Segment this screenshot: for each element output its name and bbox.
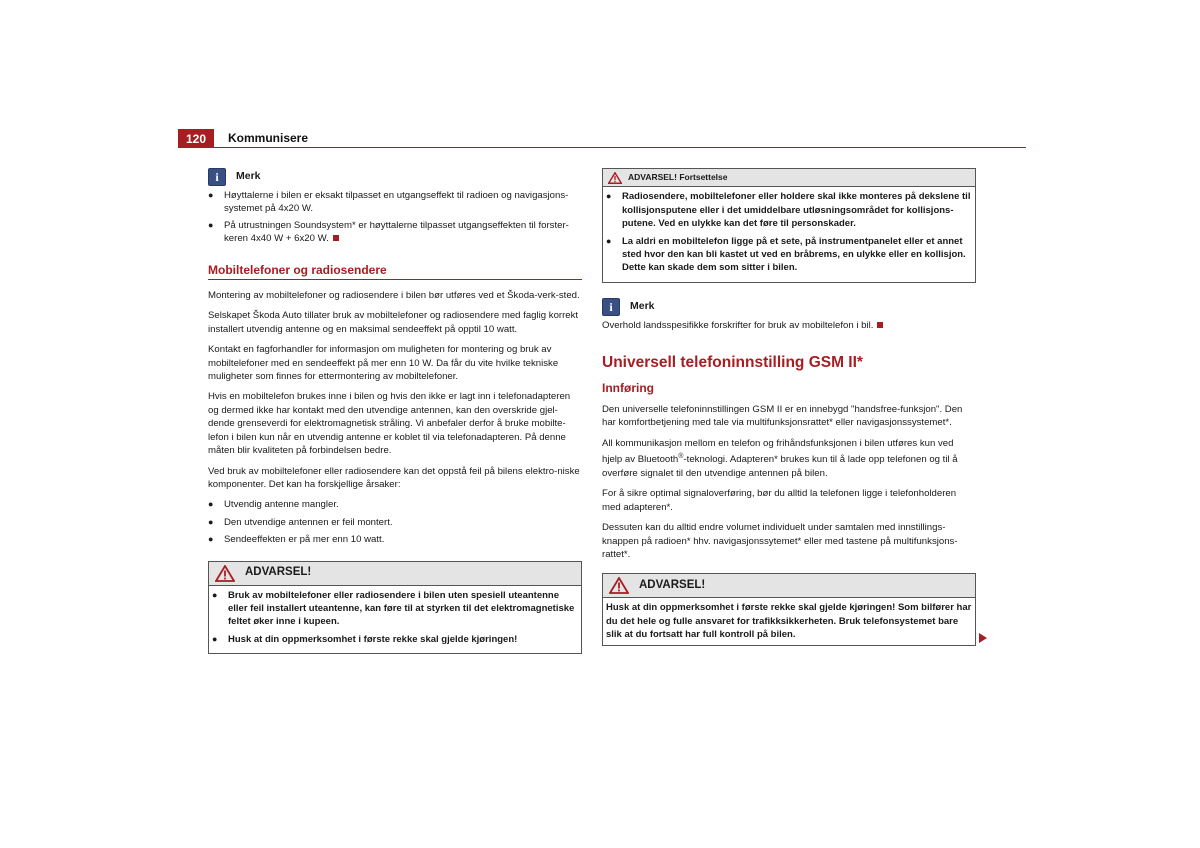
warning-continued-box bbox=[602, 168, 976, 283]
warning-box bbox=[602, 573, 976, 645]
paragraph: Montering av mobiltelefoner og radiosendere i bilen bør utføres ved et Škoda-verk-sted. bbox=[208, 290, 580, 302]
paragraph: Selskapet Škoda Auto tillater bruk av mobiltelefoner og radiosendere med faglig korrekt installert utvendig antenne og en maksimal sendeeffekt på opptil 10 watt. bbox=[208, 310, 579, 335]
paragraph: All kommunikasjon mellom en telefon og frihåndsfunksjonen i bilen utføres kun ved hjelp av Bluetooth®-teknologi. Adapteren* brukes kun til å lade opp telefonen og til å overføre signalet til den utvendige antennen på bilen. bbox=[602, 437, 958, 479]
paragraph: Dessuten kan du alltid endre volumet individuelt under samtalen med innstillings-knappen på radioen* hhv. navigasjonssytemet* eller med tastene på multifunksjons-rattet*. bbox=[602, 522, 958, 560]
note-bullet: ● Høyttalerne i bilen er eksakt tilpasset en utgangseffekt til radioen og navigasjons-systemet på 4x20 W. bbox=[208, 190, 569, 215]
paragraph: Hvis en mobiltelefon brukes inne i bilen og hvis den ikke er lagt inn i telefonadapteren og dermed ikke har kontakt med den utvendige antennen, kan den overskride gjel-dende grenseverdi for elektromagnetisk stråling. Vi anbefaler derfor å bruke mobilte-lefon i bilen kun når en utvendig antenne er koblet til via telefonadapteren. På denne måten blir kvaliteten på forbindelsen bedre. bbox=[208, 391, 571, 457]
bullet-icon: ● bbox=[208, 534, 214, 545]
warning-box bbox=[208, 561, 582, 655]
bullet-icon: ● bbox=[212, 633, 218, 644]
chapter-title: Kommunisere bbox=[228, 131, 309, 145]
left-column bbox=[208, 168, 582, 660]
page-number: 120 bbox=[178, 129, 214, 148]
paragraph: Den universelle telefoninnstillingen GSM II er en innebygd "handsfree-funksjon". Den har komfortbetjening med tale via multifunksjonsrattet* eller navigasjonssystemet*. bbox=[602, 404, 963, 429]
subsection-title: Innføring bbox=[602, 380, 654, 395]
warning-text: Husk at din oppmerksomhet i første rekke skal gjelde kjøringen! Som bilfører har du det hele og fulle ansvaret for trafikksikkerheten. Bruk telefonsystemet bare slik at du fortsatt har full kontroll på bilen. bbox=[606, 602, 972, 641]
info-icon: i bbox=[602, 298, 620, 316]
paragraph: Kontakt en fagforhandler for informasjon om muligheten for montering og bruk av mobiltelefoner med en sendeeffekt på mer enn 10 W. Da får du vite hvilke tekniske muligheter som finnes for ettermontering av mobiltelefoner. bbox=[208, 344, 559, 383]
section-title: Mobiltelefoner og radiosendere bbox=[208, 264, 582, 280]
chapter-heading: Universell telefoninnstilling GSM II* bbox=[602, 354, 863, 372]
warning-triangle-icon bbox=[215, 565, 235, 582]
note-title: Merk bbox=[236, 170, 261, 183]
note-text: Overhold landsspesifikke forskrifter for bruk av mobiltelefon i bil. bbox=[602, 319, 874, 331]
note-box bbox=[208, 168, 582, 246]
paragraph: For å sikre optimal signaloverføring, bør du alltid la telefonen ligge i telefonholderen med adapteren*. bbox=[602, 488, 957, 513]
warning-triangle-icon bbox=[609, 577, 629, 594]
list-item: ● Den utvendige antennen er feil montert. bbox=[208, 516, 393, 528]
warning-bullet: ● Radiosendere, mobiltelefoner eller holdere skal ikke monteres på dekslene til kollisjonsputene eller i det umiddelbare utløsningsområdet for kollisjons-putene. Ved en ulykke kan det føre til personskader. bbox=[606, 191, 971, 230]
note-box bbox=[602, 298, 976, 332]
list-item: ● Sendeeffekten er på mer enn 10 watt. bbox=[208, 534, 385, 546]
bullet-icon: ● bbox=[208, 516, 214, 527]
bullet-icon: ● bbox=[606, 191, 612, 202]
bullet-icon: ● bbox=[606, 235, 612, 246]
bullet-icon: ● bbox=[208, 499, 214, 510]
header-divider bbox=[214, 147, 1026, 148]
info-icon: i bbox=[208, 168, 226, 186]
warning-triangle-icon bbox=[608, 172, 622, 184]
paragraph: Ved bruk av mobiltelefoner eller radiosendere kan det oppstå feil på bilens elektro-niske komponenter. Det kan ha forskjellige årsaker: bbox=[208, 465, 580, 490]
page-header bbox=[178, 129, 1026, 148]
note-title: Merk bbox=[630, 300, 655, 313]
warning-bullet: ● La aldri en mobiltelefon ligge på et sete, på instrumentpanelet eller et annet sted hvor den kan bli kastet ut ved en bråbrems, en ulykke eller en kollisjon. Dette kan skade dem som sitter i bilen. bbox=[606, 235, 966, 274]
section-end-icon bbox=[877, 322, 883, 328]
note-bullet: ● På utrustningen Soundsystem* er høyttalerne tilpasset utgangseffekten til forster-keren 4x40 W + 6x20 W. bbox=[208, 219, 569, 245]
section-end-icon bbox=[333, 235, 339, 241]
warning-bullet: ● Bruk av mobiltelefoner eller radiosendere i bilen uten spesiell uteantenne eller feil installert uteantenne, kan føre til at styrken til det elektromagnetiske feltet øker inne i kupeen. bbox=[212, 589, 575, 628]
warning-title: ADVARSEL! Fortsettelse bbox=[628, 172, 728, 182]
warning-title: ADVARSEL! bbox=[245, 566, 312, 579]
bullet-icon: ● bbox=[212, 589, 218, 600]
warning-title: ADVARSEL! bbox=[639, 579, 706, 592]
list-item: ● Utvendig antenne mangler. bbox=[208, 499, 339, 511]
right-column bbox=[602, 168, 976, 652]
bullet-icon: ● bbox=[208, 219, 214, 230]
warning-bullet: ● Husk at din oppmerksomhet i første rekke skal gjelde kjøringen! bbox=[212, 633, 518, 645]
bullet-icon: ● bbox=[208, 190, 214, 200]
continue-arrow-icon bbox=[979, 633, 987, 643]
